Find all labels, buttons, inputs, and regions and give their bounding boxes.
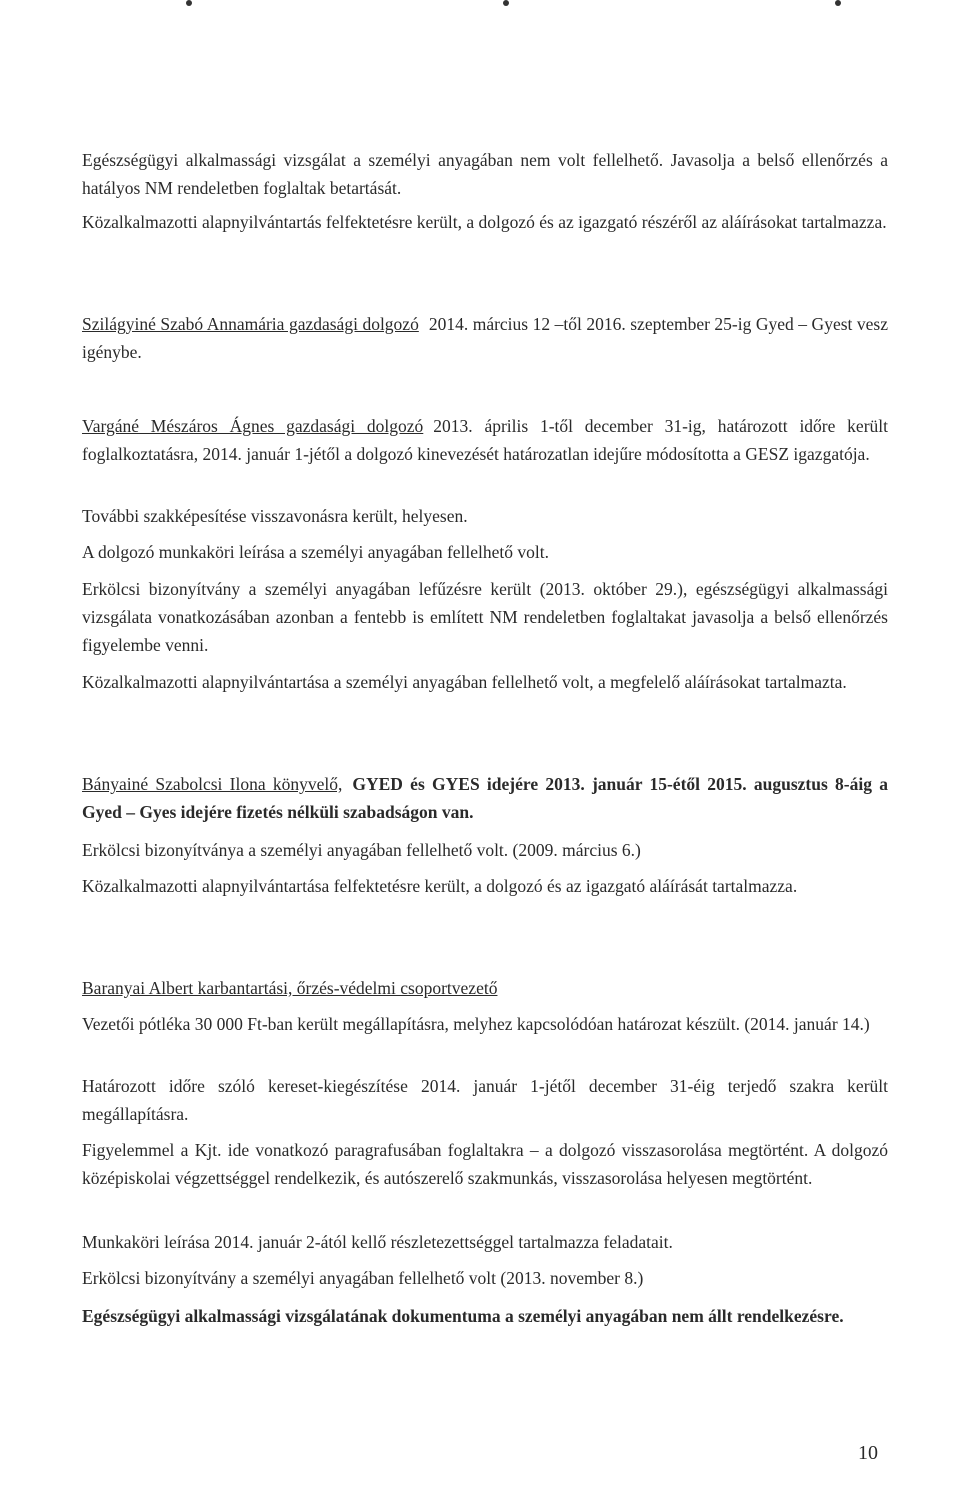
- paragraph: [82, 974, 888, 1002]
- paragraph: [82, 412, 888, 468]
- scan-mark: [503, 0, 509, 6]
- paragraph-text: 2014. március 12 –től 2016. szeptember 25-ig Gyed – Gyest vesz igénybe.: [82, 314, 888, 362]
- paragraph: [82, 770, 888, 826]
- scan-mark: [186, 0, 192, 6]
- employee-name-heading: Vargáné Mészáros Ágnes gazdasági dolgozó: [82, 416, 424, 436]
- paragraph: A dolgozó munkaköri leírása a személyi anyagában fellelhető volt.: [82, 542, 549, 562]
- scan-mark: [835, 0, 841, 6]
- paragraph: Egészségügyi alkalmassági vizsgálatának dokumentuma a személyi anyagában nem állt rendelkezésre.: [82, 1306, 844, 1326]
- paragraph: Közalkalmazotti alapnyilvántartása a személyi anyagában fellelhető volt, a megfelelő aláírásokat tartalmazta.: [82, 672, 847, 692]
- paragraph-text: 2013. április 1-től december 31-ig, határozott időre került foglalkoztatásra, 2014. január 1-jétől a dolgozó kinevezését határozatlan idejűre módosította a GESZ igazgatója.: [82, 416, 888, 464]
- paragraph: Erkölcsi bizonyítványa a személyi anyagában fellelhető volt. (2009. március 6.): [82, 840, 641, 860]
- paragraph: További szakképesítése visszavonásra került, helyesen.: [82, 506, 468, 526]
- employee-name-heading: Baranyai Albert karbantartási, őrzés-védelmi csoportvezető: [82, 978, 498, 998]
- paragraph: Munkaköri leírása 2014. január 2-ától kellő részletezettséggel tartalmazza feladatait.: [82, 1232, 673, 1252]
- paragraph: Erkölcsi bizonyítvány a személyi anyagában lefűzésre került (2013. október 29.), egészségügyi alkalmassági vizsgálata vonatkozásában azonban a fentebb is említett NM rendeletben foglaltakat javasolja a belső ellenőrzés figyelembe venni.: [82, 579, 888, 655]
- paragraph: Közalkalmazotti alapnyilvántartása felfektetésre került, a dolgozó és az igazgató aláírását tartalmazza.: [82, 876, 798, 896]
- employee-name-heading: Szilágyiné Szabó Annamária gazdasági dolgozó: [82, 314, 419, 334]
- employee-name-heading: Bányainé Szabolcsi Ilona könyvelő,: [82, 774, 343, 794]
- paragraph: Figyelemmel a Kjt. ide vonatkozó paragrafusában foglaltakra – a dolgozó visszasorolása megtörtént. A dolgozó középiskolai végzettséggel rendelkezik, és autószerelő szakmunkás, visszasorolása helyesen megtörtént.: [82, 1140, 888, 1188]
- paragraph: Közalkalmazotti alapnyilvántartás felfektetésre került, a dolgozó és az igazgató részéről az aláírásokat tartalmazza.: [82, 212, 887, 232]
- paragraph: [82, 310, 888, 366]
- paragraph: Vezetői pótléka 30 000 Ft-ban került megállapításra, melyhez kapcsolódóan határozat készült. (2014. január 14.): [82, 1014, 870, 1034]
- page-number: 10: [858, 1442, 878, 1464]
- paragraph-text: GYED és GYES idejére 2013. január 15-étől 2015. augusztus 8-áig a Gyed – Gyes idejére fizetés nélküli szabadságon van.: [82, 774, 888, 822]
- paragraph: Erkölcsi bizonyítvány a személyi anyagában fellelhető volt (2013. november 8.): [82, 1268, 644, 1288]
- paragraph: Egészségügyi alkalmassági vizsgálat a személyi anyagában nem volt fellelhető. Javasolja a belső ellenőrzés a hatályos NM rendeletben foglaltak betartását.: [82, 150, 888, 198]
- paragraph: Határozott időre szóló kereset-kiegészítése 2014. január 1-jétől december 31-éig terjedő szakra került megállapításra.: [82, 1076, 888, 1124]
